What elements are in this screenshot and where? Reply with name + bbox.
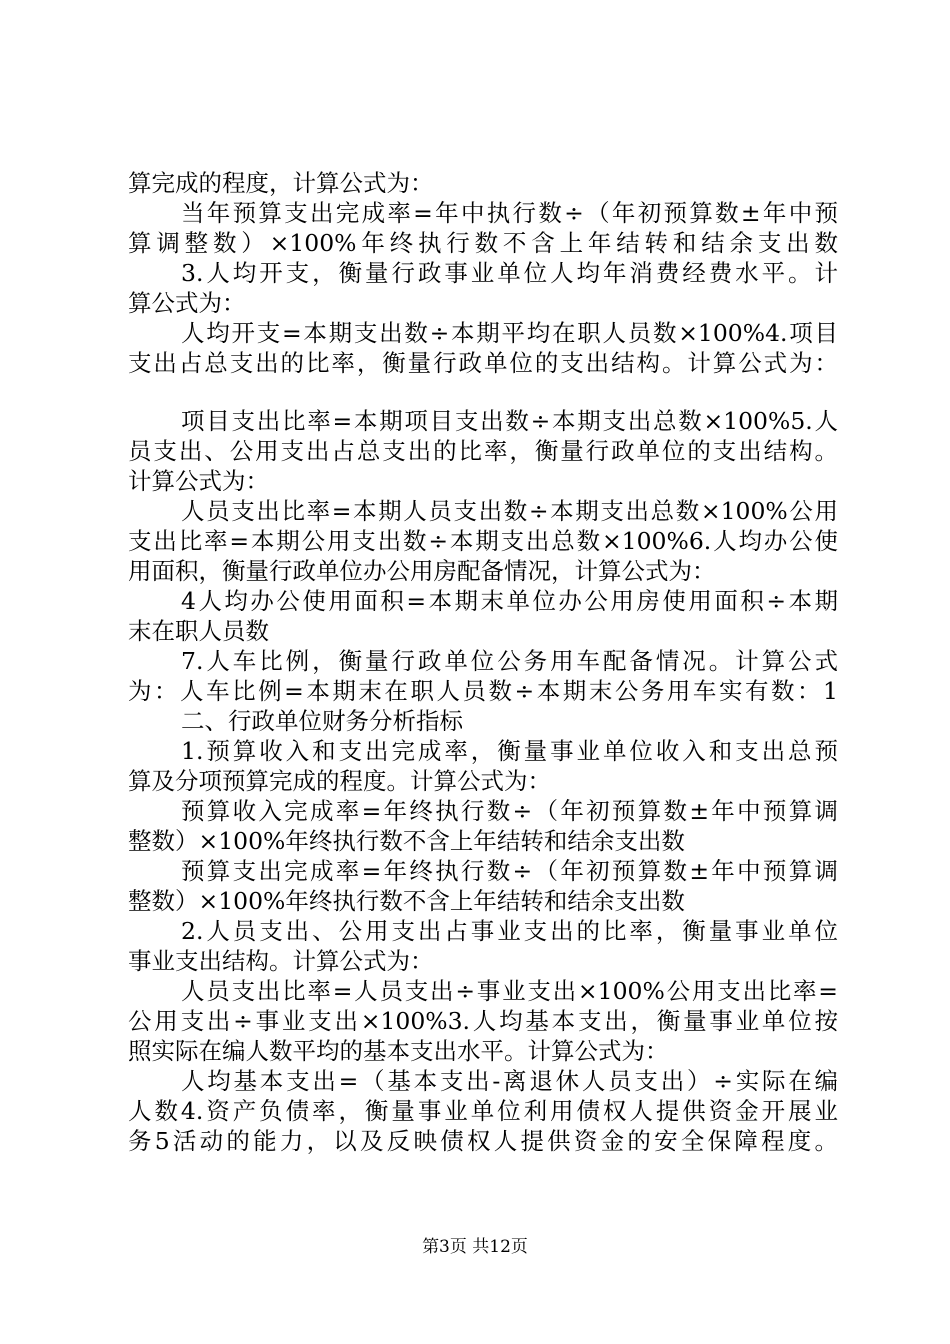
text-line: 整数）×100%年终执行数不含上年结转和结余支出数 [128, 887, 685, 915]
text-line: 公用支出÷事业支出×100%3.人均基本支出，衡量事业单位按 [128, 1007, 838, 1035]
text-line: 末在职人员数 [128, 617, 269, 645]
text-line: 员支出、公用支出占总支出的比率，衡量行政单位的支出结构。 [128, 437, 838, 465]
text-line: 1.预算收入和支出完成率，衡量事业单位收入和支出总预 [181, 737, 838, 765]
text-line: 2.人员支出、公用支出占事业支出的比率，衡量事业单位 [181, 917, 838, 945]
text-line: 人均开支=本期支出数÷本期平均在职人员数×100%4.项目 [181, 319, 838, 347]
text-line: 预算支出完成率=年终执行数÷（年初预算数±年中预算调 [181, 857, 838, 885]
text-line: 支出比率=本期公用支出数÷本期支出总数×100%6.人均办公使 [128, 527, 838, 555]
text-line: 务5活动的能力，以及反映债权人提供资金的安全保障程度。 [128, 1127, 838, 1155]
text-line: 算完成的程度，计算公式为： [128, 169, 434, 197]
text-line: 整数）×100%年终执行数不含上年结转和结余支出数 [128, 827, 685, 855]
text-line: 3.人均开支，衡量行政事业单位人均年消费经费水平。计 [181, 259, 838, 287]
text-line: 算公式为： [128, 289, 246, 317]
text-line: 人均基本支出=（基本支出-离退休人员支出）÷实际在编 [181, 1067, 838, 1095]
text-line: 照实际在编人数平均的基本支出水平。计算公式为： [128, 1037, 669, 1065]
text-line: 人数4.资产负债率，衡量事业单位利用债权人提供资金开展业 [128, 1097, 838, 1125]
text-line: 人员支出比率=本期人员支出数÷本期支出总数×100%公用 [181, 497, 838, 525]
text-line: 支出占总支出的比率，衡量行政单位的支出结构。计算公式为： [128, 349, 838, 377]
text-line: 算调整数）×100%年终执行数不含上年结转和结余支出数 [128, 229, 838, 257]
text-line: 为：人车比例=本期末在职人员数÷本期末公务用车实有数：1 [128, 677, 838, 705]
text-line: 项目支出比率=本期项目支出数÷本期支出总数×100%5.人 [181, 407, 838, 435]
text-line: 预算收入完成率=年终执行数÷（年初预算数±年中预算调 [181, 797, 838, 825]
text-line: 计算公式为： [128, 467, 269, 495]
section-heading: 二、行政单位财务分析指标 [181, 707, 463, 735]
page-number: 第3页 共12页 [422, 1237, 528, 1257]
text-line: 算及分项预算完成的程度。计算公式为： [128, 767, 551, 795]
text-line: 4人均办公使用面积=本期末单位办公用房使用面积÷本期 [181, 587, 838, 615]
text-line: 7.人车比例，衡量行政单位公务用车配备情况。计算公式 [181, 647, 838, 675]
text-line: 用面积，衡量行政单位办公用房配备情况，计算公式为： [128, 557, 716, 585]
text-line: 当年预算支出完成率=年中执行数÷（年初预算数±年中预 [181, 199, 838, 227]
text-line: 事业支出结构。计算公式为： [128, 947, 434, 975]
text-line: 人员支出比率=人员支出÷事业支出×100%公用支出比率= [181, 977, 838, 1005]
